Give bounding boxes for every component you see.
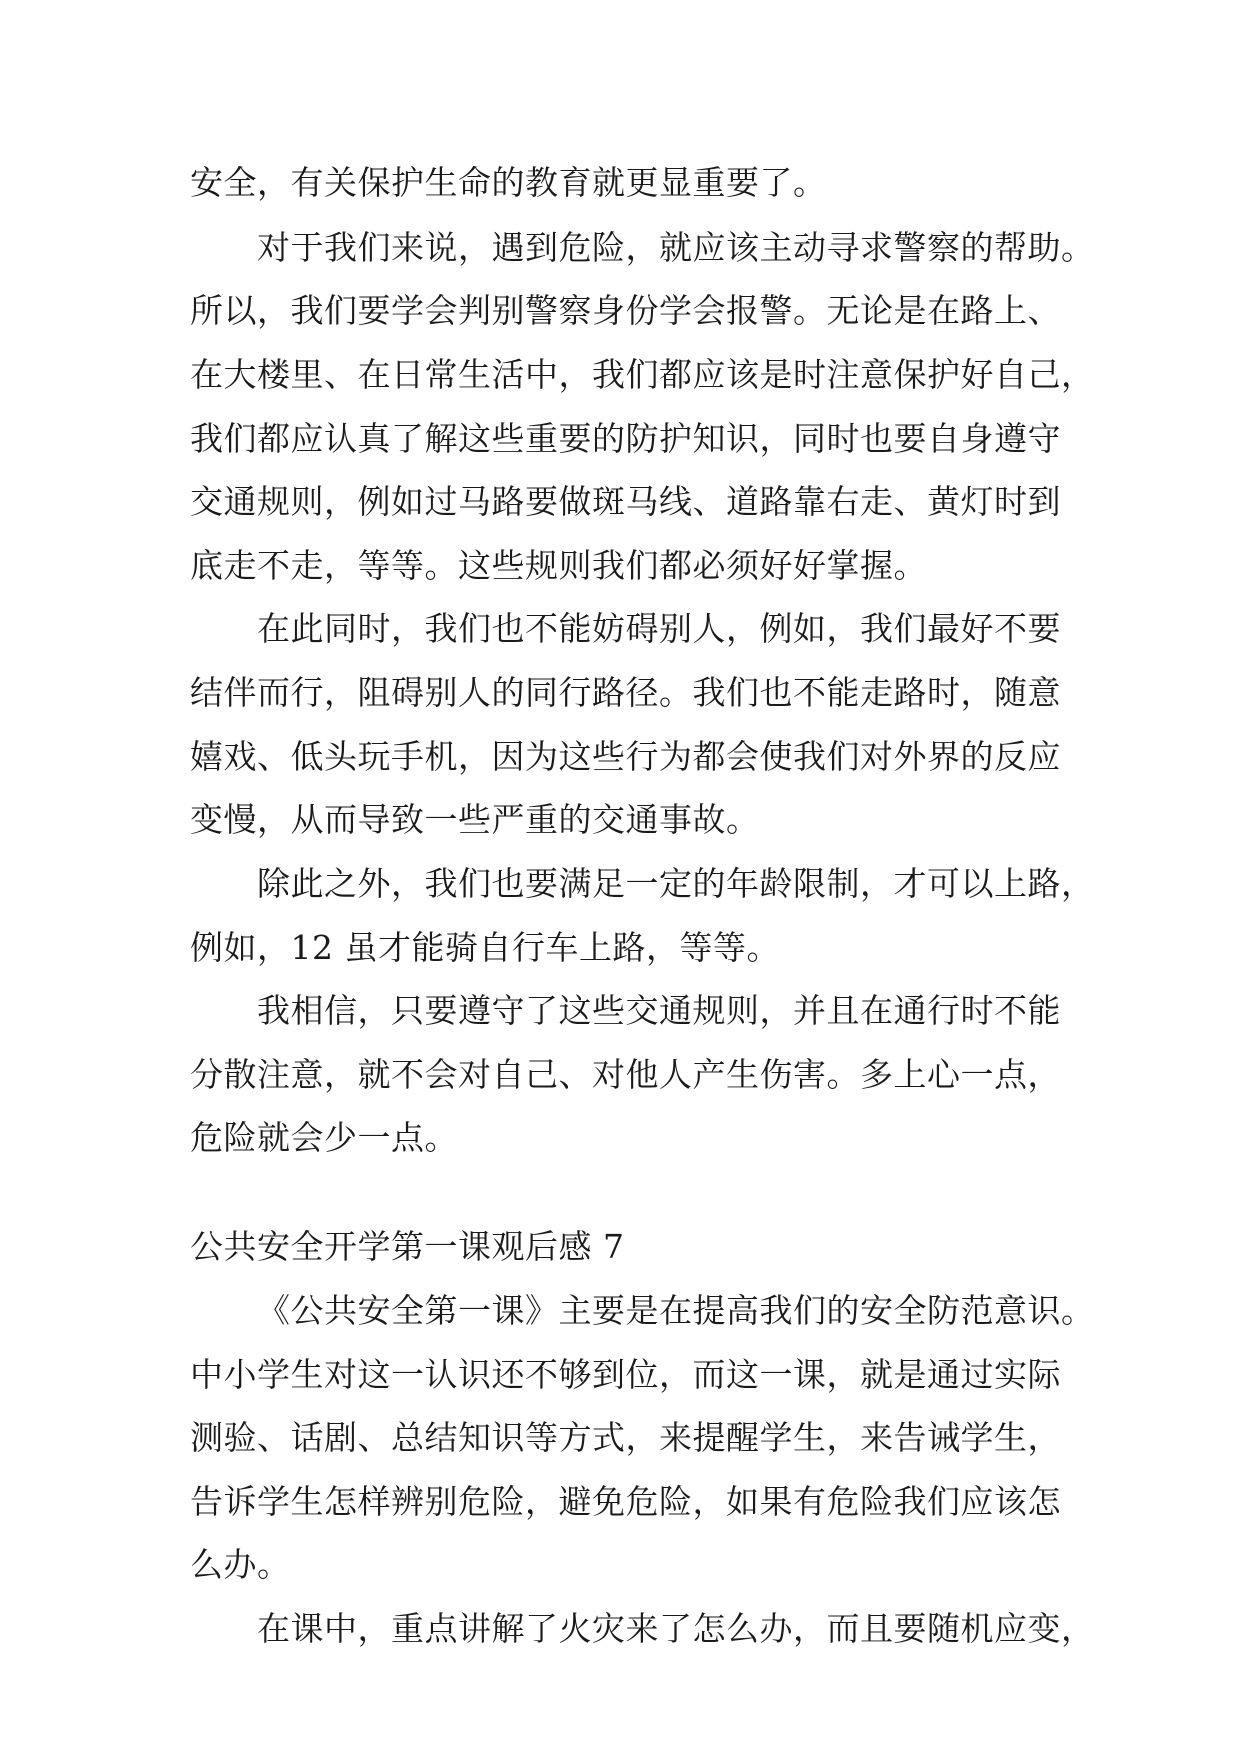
text-line: 么办。 xyxy=(190,1545,291,1584)
text-line: 测验、话剧、总结知识等方式，来提醒学生，来告诫学生， xyxy=(190,1418,1061,1457)
text-line: 危险就会少一点。 xyxy=(190,1118,458,1157)
paragraph-start: 我相信，只要遵守了这些交通规则，并且在通行时不能 xyxy=(257,991,1061,1030)
text-line: 所以，我们要学会判别警察身份学会报警。无论是在路上、 xyxy=(190,291,1061,330)
text-line: 我们都应认真了解这些重要的防护知识，同时也要自身遵守 xyxy=(190,419,1061,458)
text-line: 分散注意，就不会对自己、对他人产生伤害。多上心一点， xyxy=(190,1055,1061,1094)
paragraph-start: 除此之外，我们也要满足一定的年龄限制，才可以上路， xyxy=(257,864,1095,903)
text-line: 结伴而行，阻碍别人的同行路径。我们也不能走路时，随意 xyxy=(190,673,1061,712)
text-line: 例如，12 虽才能骑自行车上路，等等。 xyxy=(190,928,780,967)
text-line: 安全，有关保护生命的教育就更显重要了。 xyxy=(190,163,827,202)
paragraph-start: 在此同时，我们也不能妨碍别人，例如，我们最好不要 xyxy=(257,609,1061,648)
text-line: 告诉学生怎样辨别危险，避免危险，如果有危险我们应该怎 xyxy=(190,1482,1061,1521)
text-line: 交通规则，例如过马路要做斑马线、道路靠右走、黄灯时到 xyxy=(190,482,1061,521)
paragraph-start: 《公共安全第一课》主要是在提高我们的安全防范意识。 xyxy=(257,1291,1095,1330)
text-line: 中小学生对这一认识还不够到位，而这一课，就是通过实际 xyxy=(190,1355,1061,1394)
text-line: 嬉戏、低头玩手机，因为这些行为都会使我们对外界的反应 xyxy=(190,737,1061,776)
text-line: 底走不走，等等。这些规则我们都必须好好掌握。 xyxy=(190,546,927,585)
text-line: 变慢，从而导致一些严重的交通事故。 xyxy=(190,800,760,839)
section-heading: 公共安全开学第一课观后感 7 xyxy=(190,1227,625,1266)
paragraph-start: 在课中，重点讲解了火灾来了怎么办，而且要随机应变， xyxy=(257,1609,1095,1648)
paragraph-start: 对于我们来说，遇到危险，就应该主动寻求警察的帮助。 xyxy=(257,228,1095,267)
text-line: 在大楼里、在日常生活中，我们都应该是时注意保护好自己， xyxy=(190,355,1095,394)
